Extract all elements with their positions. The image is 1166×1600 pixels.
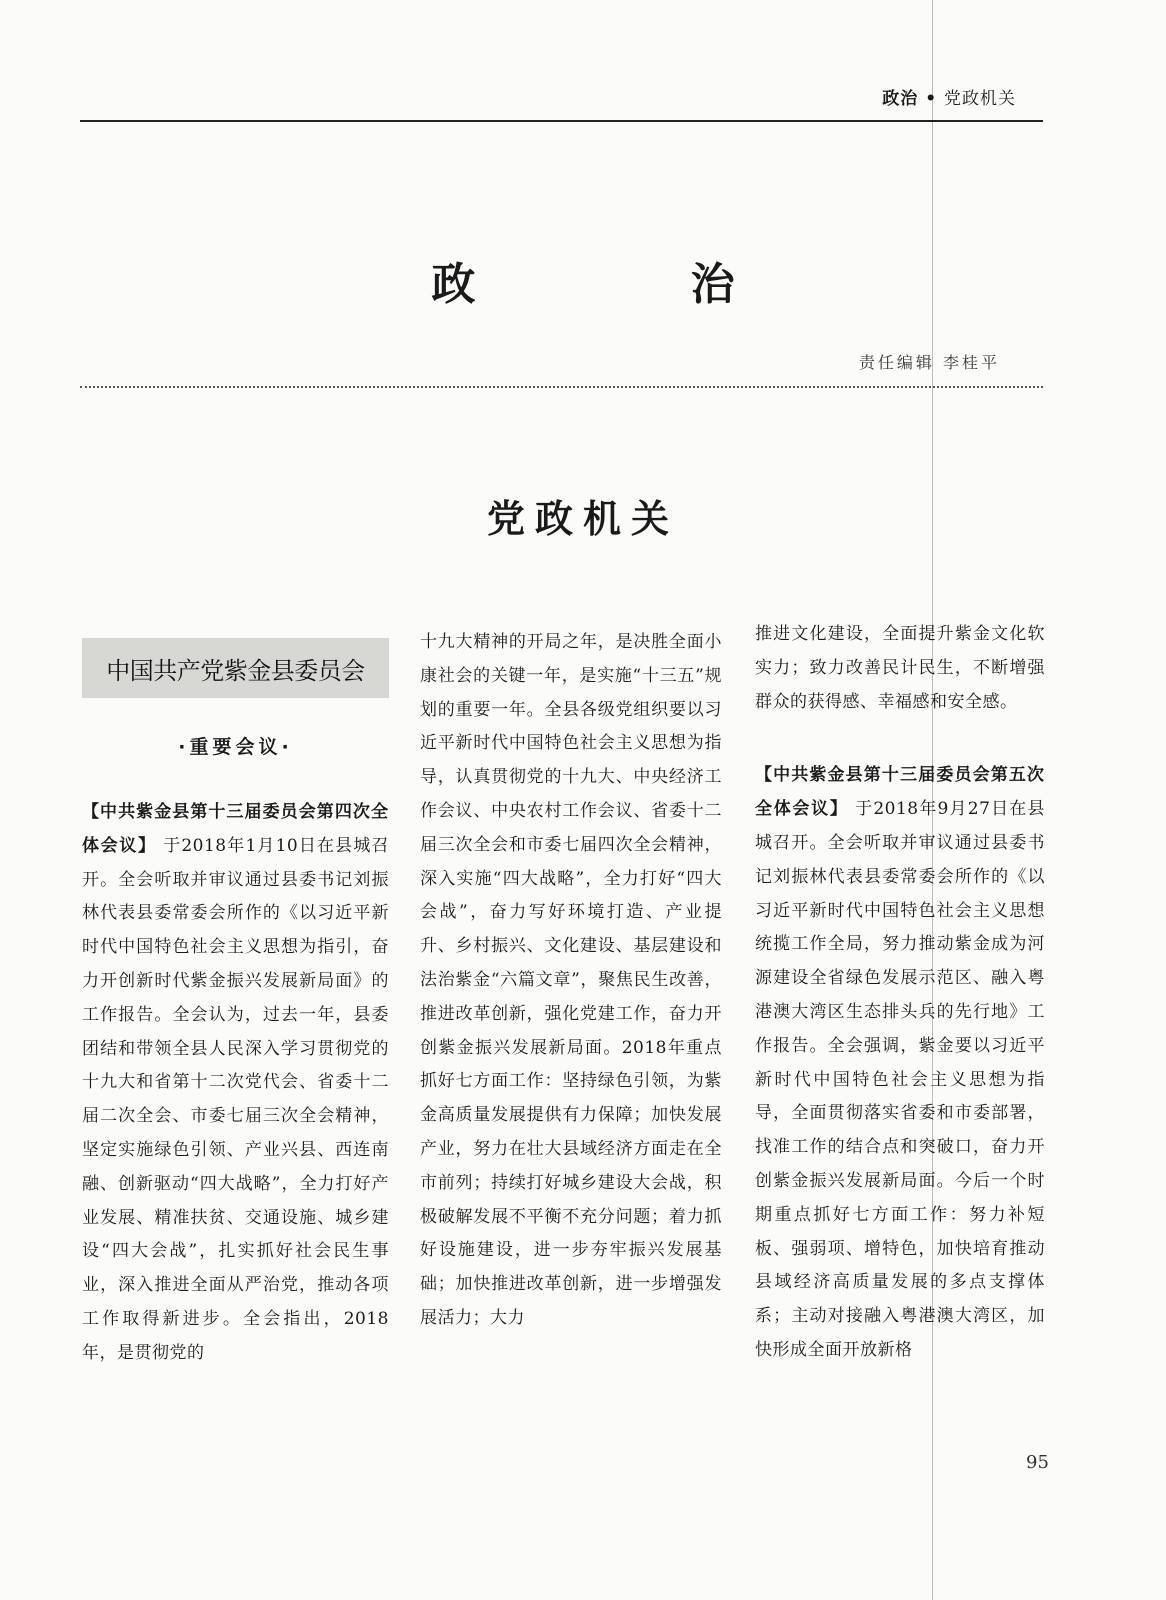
running-header-separator: • — [918, 89, 944, 109]
header-rule — [80, 120, 1043, 122]
column-2 — [420, 626, 722, 1336]
page-number: 95 — [1026, 1452, 1049, 1473]
column-3 — [755, 618, 1045, 1368]
meeting-5-text: 于2018年9月27日在县城召开。全会听取并审议通过县委书记刘振林代表县委常委会所作的《以习近平新时代中国特色社会主义思想统揽工作全局，努力推动紫金成为河源建设全省绿色发展示范区、融入粤港澳大湾区生态排头兵的先行地》工作报告。全会强调，紫金要以习近平新时代中国特色社会主义思想为指导，全面贯彻落实省委和市委部署，找准工作的结合点和突破口，奋力开创紫金振兴发展新局面。今后一个时期重点抓好七方面工作：努力补短板、强弱项、增特色，加快培育推动县域经济高质量发展的多点支撑体系；主动对接融入粤港澳大湾区，加快形成全面开放新格 — [755, 799, 1045, 1360]
column-3-paragraph-2 — [755, 759, 1045, 1367]
paragraph-gap — [755, 719, 1045, 759]
section-title: 政 治 — [431, 259, 835, 310]
editor-line: 责任编辑 李桂平 — [858, 353, 1000, 372]
running-header-subsection: 党政机关 — [944, 89, 1016, 109]
running-header-section: 政治 — [882, 89, 919, 109]
topic-heading: ·重要会议· — [178, 736, 293, 758]
column-1-paragraph — [82, 796, 389, 1371]
org-banner: 中国共产党紫金县委员会 — [82, 638, 389, 698]
meeting-4-text: 于2018年1月10日在县城召开。全会听取并审议通过县委书记刘振林代表县委常委会所作的《以习近平新时代中国特色社会主义思想为指引，奋力开创新时代紫金振兴发展新局面》的工作报告。全会认为，过去一年，县委团结和带领全县人民深入学习贯彻党的十九大和省第十二次党代会、省委十二届二次全会、市委七届三次全会精神，坚定实施绿色引领、产业兴县、西连南融、创新驱动“四大战略”，全力打好产业发展、精准扶贫、交通设施、城乡建设“四大会战”，扎实抓好社会民生事业，深入推进全面从严治党，推动各项工作取得新进步。全会指出，2018年，是贯彻党的 — [82, 835, 389, 1363]
meeting-4-heading: 【中共紫金县第十三届委员会第四次全体会议】 — [82, 802, 389, 856]
column-3-paragraph-1: 推进文化建设，全面提升紫金文化软实力；致力改善民计民生，不断增强群众的获得感、幸福感和安全感。 — [755, 624, 1045, 712]
running-header — [882, 84, 1016, 109]
meeting-5-heading: 【中共紫金县第十三届委员会第五次全体会议】 — [755, 765, 1045, 820]
subsection-title: 党政机关 — [486, 497, 679, 541]
column-2-paragraph: 十九大精神的开局之年，是决胜全面小康社会的关键一年，是实施“十三五”规划的重要一年。全县各级党组织要以习近平新时代中国特色社会主义思想为指导，认真贯彻党的十九大、中央经济工作会议、中央农村工作会议、省委十二届三次全会和市委七届四次全会精神，深入实施“四大战略”，全力打好“四大会战”，奋力写好环境打造、产业提升、乡村振兴、文化建设、基层建设和法治紫金“六篇文章”，聚焦民生改善，推进改革创新，强化党建工作，奋力开创紫金振兴发展新局面。2018年重点抓好七方面工作：坚持绿色引领，为紫金高质量发展提供有力保障；加快发展产业，努力在壮大县域经济方面走在全市前列；持续打好城乡建设大会战，积极破解发展不平衡不充分问题；着力抓好设施建设，进一步夯牢振兴发展基础；加快推进改革创新，进一步增强发展活力；大力 — [420, 632, 722, 1328]
column-1 — [82, 796, 389, 1371]
dotted-divider — [80, 386, 1043, 388]
